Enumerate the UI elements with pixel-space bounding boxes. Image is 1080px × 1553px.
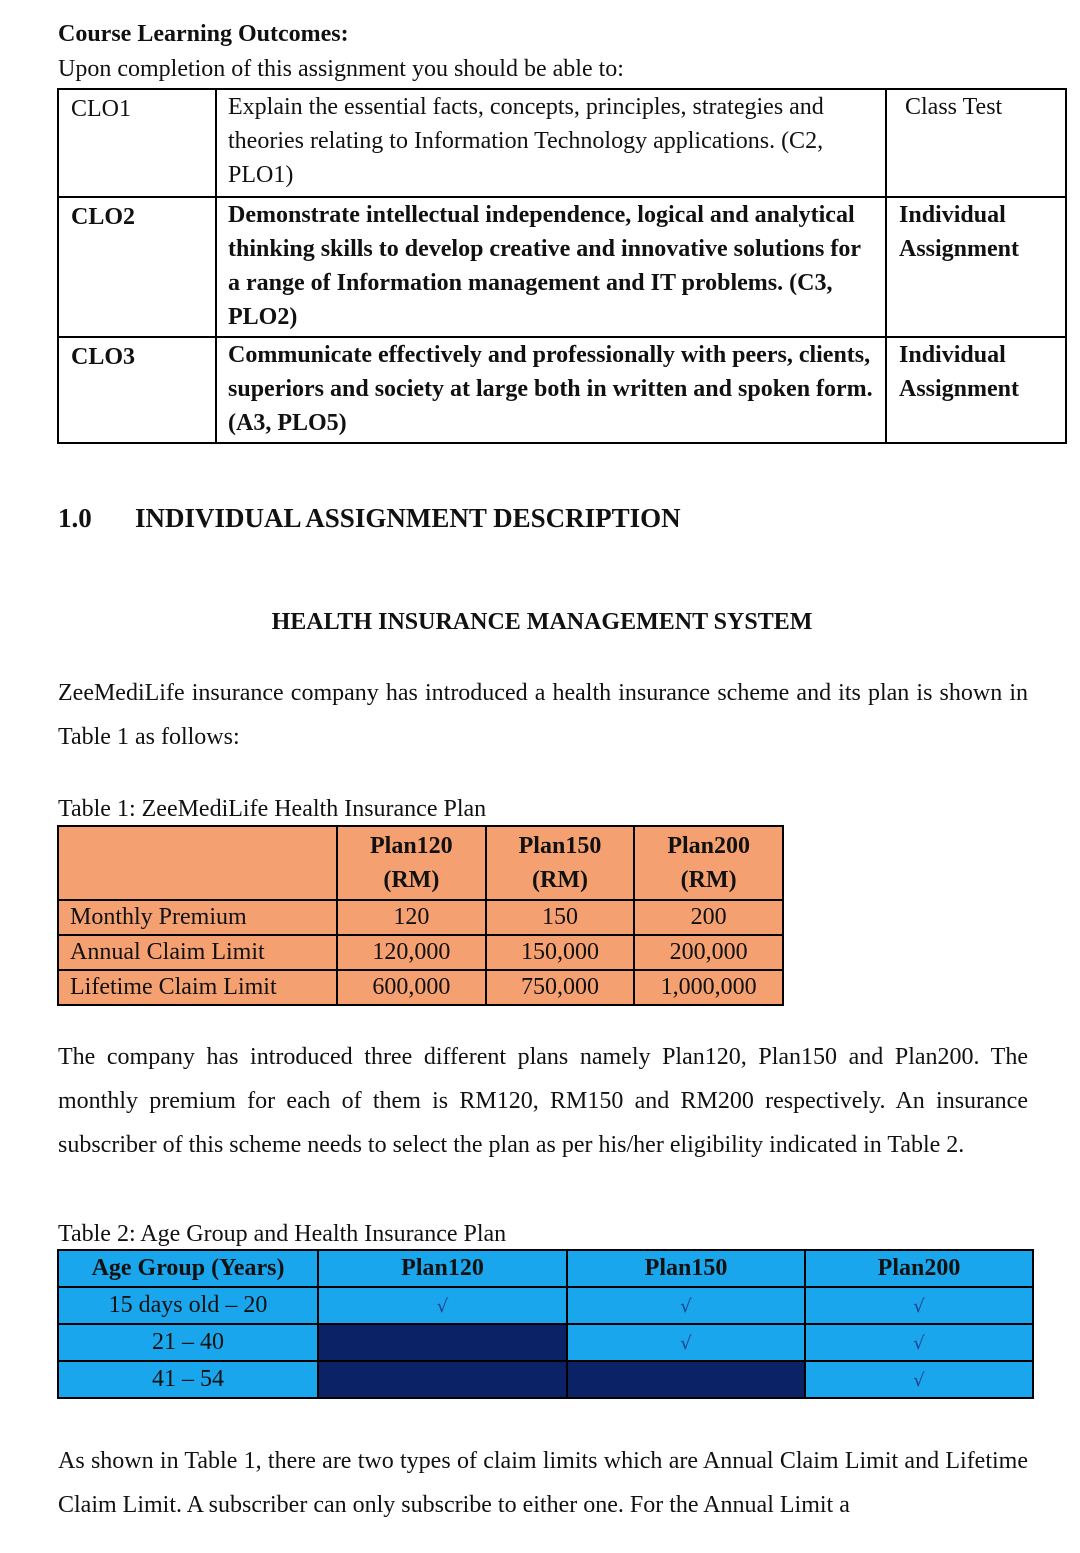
eligibility-cell [318,1361,567,1398]
eligibility-cell [805,1361,1033,1398]
clo-table [57,88,1067,444]
eligibility-cell [318,1287,567,1324]
plan-header: Plan150 [567,1250,805,1287]
clo-heading: Course Learning Outcomes: [58,21,349,47]
plan-header [634,826,783,900]
age-group-cell: 21 – 40 [58,1324,318,1361]
intro-paragraph: ZeeMediLife insurance company has introduced a health insurance scheme and its plan is shown in Table 1 as follows: [58,680,1028,750]
clo-intro: Upon completion of this assignment you should be able to: [58,56,624,82]
eligibility-cell [567,1287,805,1324]
plan-name: Plan200 [667,833,750,859]
insurance-plan-table [57,825,784,1006]
table-row [58,900,783,935]
eligibility-cell [567,1324,805,1361]
plans-paragraph: The company has introduced three different plans namely Plan120, Plan150 and Plan200. The monthly premium for each of them is RM120, RM150 and RM200 respectively. An insurance subscriber of this scheme needs to select the plan as per his/her eligibility indicated in Table 2. [58,1044,1028,1158]
age-group-cell: 15 days old – 20 [58,1287,318,1324]
table1-caption: Table 1: ZeeMediLife Health Insurance Plan [58,796,487,822]
clo-assessment: Individual Assignment [886,197,1066,337]
cell-value: 200,000 [634,935,783,970]
clo-assessment: Individual Assignment [886,337,1066,443]
claim-paragraph: As shown in Table 1, there are two types of claim limits which are Annual Claim Limit and Lifetime Claim Limit. A subscriber can only subscribe to either one. For the Annual Limit a [58,1448,1028,1518]
cell-value: 120,000 [337,935,486,970]
plan-unit: (RM) [383,867,440,893]
clo-description: Communicate effectively and professionally with peers, clients, superiors and society at large both in written and spoken form. (A3, PLO5) [216,337,886,443]
eligibility-cell [567,1361,805,1398]
plan-unit: (RM) [532,867,588,893]
plan-name: Plan120 [369,833,453,859]
cell-value: 150,000 [486,935,635,970]
cell-value: 1,000,000 [634,970,783,1005]
row-label: Lifetime Claim Limit [58,970,337,1005]
row-label: Monthly Premium [58,900,337,935]
table-header-row [58,1250,1033,1287]
cell-value: 150 [486,900,635,935]
system-title: HEALTH INSURANCE MANAGEMENT SYSTEM [271,609,813,635]
table-row [58,970,783,1005]
clo-code: CLO1 [58,89,216,197]
cell-value: 200 [634,900,783,935]
row-label: Annual Claim Limit [58,935,337,970]
clo-code: CLO3 [58,337,216,443]
plan-header: Plan200 [805,1250,1033,1287]
table-row [58,1361,1033,1398]
age-group-cell: 41 – 54 [58,1361,318,1398]
empty-header-cell [58,826,337,900]
cell-value: 120 [337,900,486,935]
check-mark-icon: √ [680,1296,692,1317]
table2-caption: Table 2: Age Group and Health Insurance Plan [58,1221,507,1247]
eligibility-cell [318,1324,567,1361]
cell-value: 750,000 [486,970,635,1005]
eligibility-cell [805,1287,1033,1324]
clo-code: CLO2 [58,197,216,337]
table-row [58,1324,1033,1361]
clo-assessment: Class Test [886,89,1066,197]
plan-unit: (RM) [680,867,737,893]
eligibility-cell [805,1324,1033,1361]
clo-row [58,197,1066,337]
clo-row [58,89,1066,197]
section-title: INDIVIDUAL ASSIGNMENT DESCRIPTION [135,503,681,533]
age-group-table [57,1249,1034,1399]
plan-header [337,826,486,900]
clo-row [58,337,1066,443]
plan-header [486,826,635,900]
table-header-row [58,826,783,900]
check-mark-icon: √ [913,1333,925,1354]
check-mark-icon: √ [913,1370,925,1391]
check-mark-icon: √ [913,1296,925,1317]
plan-name: Plan150 [518,833,602,859]
clo-description: Explain the essential facts, concepts, principles, strategies and theories relating to Information Technology applications. (C2, PLO1) [216,89,886,197]
check-mark-icon: √ [680,1333,692,1354]
check-mark-icon: √ [436,1296,449,1317]
table-row [58,935,783,970]
clo-description: Demonstrate intellectual independence, logical and analytical thinking skills to develop creative and innovative solutions for a range of Information management and IT problems. (C3, PLO2) [216,197,886,337]
table-row [58,1287,1033,1324]
age-group-header: Age Group (Years) [58,1250,318,1287]
plan-header: Plan120 [318,1250,567,1287]
section-number: 1.0 [58,503,92,533]
cell-value: 600,000 [337,970,486,1005]
